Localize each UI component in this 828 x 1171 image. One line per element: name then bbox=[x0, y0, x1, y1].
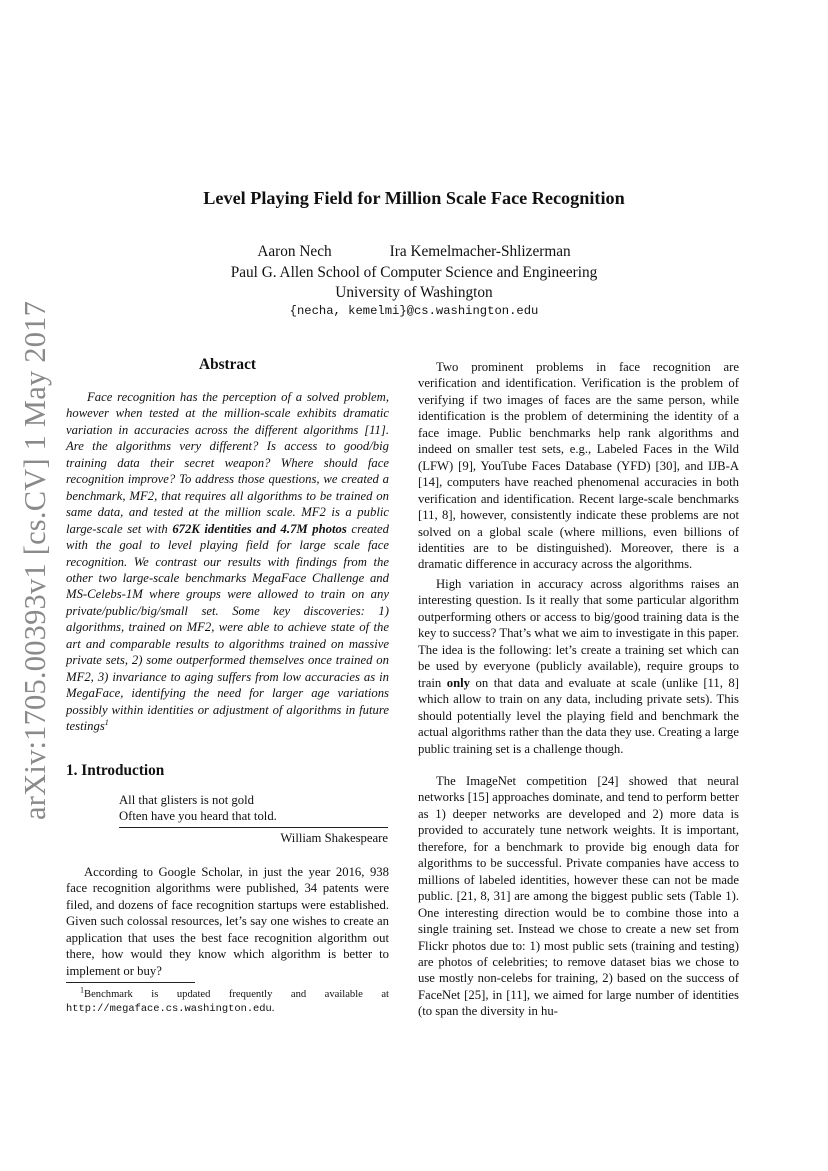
paper-title: Level Playing Field for Million Scale Face Recognition bbox=[203, 188, 625, 208]
body-bold-text: only bbox=[446, 675, 471, 690]
body-paragraph bbox=[418, 576, 739, 757]
footnote-link[interactable]: http://megaface.cs.washington.edu bbox=[66, 1003, 272, 1015]
author-name: Ira Kemelmacher-Shlizerman bbox=[389, 243, 571, 260]
abstract-body bbox=[66, 389, 389, 735]
arxiv-identifier: arXiv:1705.00393v1 [cs.CV] 1 May 2017 bbox=[18, 300, 52, 820]
body-paragraph: The ImageNet competition [24] showed that neural networks [15] approaches dominate, and tend to perform better as 1) deeper networks are developed and 2) more data is provided to accurately tune network weights. It is important, therefore, for a benchmark to provide big enough data for algorithms to be successful. Private companies have access to millions of labeled identities, however these can not be made public. [21, 8, 31] are among the biggest public sets (Table 1). One interesting direction would be to combine those into a single training set. Instead we chose to create a new set from Flickr photos due to: 1) most public sets (training and testing) are photos of celebrities; to remove dataset bias we chose to use mostly non-celebs for training, 2) based on the success of FaceNet [25], in [11], we aimed for large number of identities (to span the diversity in hu- bbox=[418, 774, 739, 1019]
author-list bbox=[0, 243, 828, 261]
section-heading: 1. Introduction bbox=[66, 762, 165, 779]
epigraph-attribution: William Shakespeare bbox=[280, 831, 388, 845]
author-email: {necha, kemelmi}@cs.washington.edu bbox=[289, 304, 539, 318]
footnote-text: Benchmark is updated frequently and available at bbox=[84, 989, 389, 1000]
footnote-divider bbox=[66, 982, 195, 983]
abstract-text: Face recognition has the perception of a solved problem, however when tested at the million-scale exhibits dramatic variation in accuracies across the different algorithms [11]. Are the algorithms very different? Is access to good/big training data their secret weapon? Where should face recognition improve? To address those questions, we created a benchmark, MF2, that requires all algorithms to be trained on same data, and tested at the million scale. MF2 is a public large-scale set with bbox=[66, 390, 389, 536]
author-name: Aaron Nech bbox=[257, 243, 332, 260]
epigraph-line: Often have you heard that told. bbox=[119, 809, 277, 823]
footnote-marker: 1 bbox=[104, 717, 109, 727]
epigraph-divider bbox=[119, 827, 388, 828]
footnote bbox=[66, 985, 389, 1016]
abstract-bold-text: 672K identities and 4.7M photos bbox=[172, 521, 347, 536]
body-text: High variation in accuracy across algorithms raises an interesting question. Is it really that some particular algorithm outperforming others or access to big/good training data is the key to success? That’s what we aim to investigate in this paper. The idea is the following: let’s create a training set which can be used by everyone (publicly available), require groups to train bbox=[418, 577, 739, 690]
intro-paragraph: According to Google Scholar, in just the year 2016, 938 face recognition algorithms were published, 34 patents were filed, and dozens of face recognition startups were established. Given such colossal resources, let’s say one wishes to create an application that uses the best face recognition algorithm out there, how would they know which algorithm is better to implement or buy? bbox=[66, 865, 389, 978]
affiliation-department: Paul G. Allen School of Computer Science and Engineering bbox=[230, 264, 598, 281]
footnote-end: . bbox=[271, 1003, 275, 1014]
body-paragraph: Two prominent problems in face recognition are verification and identification. Verification is the problem of verifying if two images of faces are the same person, while identification is the problem of determining the identity of a face image. Public benchmarks help rank algorithms and indeed on smaller test sets, e.g., Labeled Faces in the Wild (LFW) [9], YouTube Faces Database (YFD) [30], and IJB-A [14], computers have reached phenomenal accuracies in both verification and identification. Recent large-scale benchmarks [11, 8], however, consistently indicate these problems are not solved on a global scale (where millions, even billions of identities are to be distinguished). Moreover, there is a dramatic difference in accuracy across the algorithms. bbox=[418, 360, 739, 572]
epigraph-line: All that glisters is not gold bbox=[119, 793, 254, 807]
footnote-number: 1 bbox=[80, 985, 84, 995]
body-text: on that data and evaluate at scale (unlike [11, 8] which allow to train on any data, including private sets). This should potentially level the playing field and benchmark the actual algorithms rather than the data they use. Creating a large public training set is a challenge though. bbox=[418, 675, 739, 756]
abstract-heading: Abstract bbox=[199, 356, 256, 373]
affiliation-university: University of Washington bbox=[335, 284, 493, 301]
abstract-text: created with the goal to level playing field for large scale face recognition. We contrast our results with findings from the other two large-scale benchmarks MegaFace Challenge and MS-Celebs-1M where groups were allowed to train on any private/public/big/small set. Some key discoveries: 1) algorithms, trained on MF2, were able to achieve state of the art and comparable results to algorithms trained on massive private sets, 2) some outperformed themselves once trained on MF2, 3) invariance to aging suffers from low accuracies as in MegaFace, identifying the need for larger age variations possibly within identities or adjustment of algorithms in future testings bbox=[66, 521, 390, 734]
